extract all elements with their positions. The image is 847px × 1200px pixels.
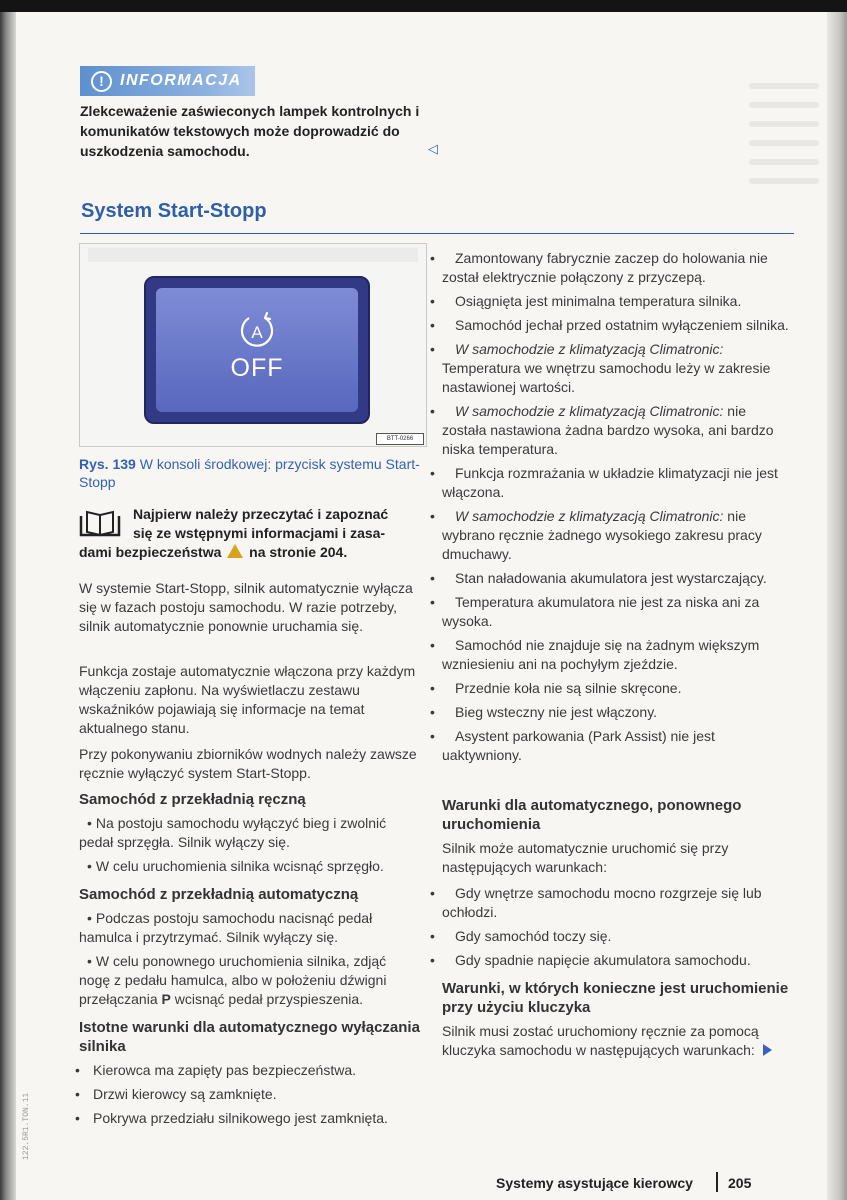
start-stop-button-frame	[144, 276, 370, 424]
info-title: INFORMACJA	[120, 72, 242, 89]
figure-caption	[79, 455, 425, 491]
list-item: • Na postoju samochodu wyłączyć bieg i zwolnić pedał sprzęgła. Silnik wyłączy się.	[79, 814, 419, 852]
restart-intro: Silnik może automatycznie uruchomić się przy następujących warunkach:	[442, 840, 729, 875]
paragraph-water: Przy pokonywaniu zbiorników wodnych należy zawsze ręcznie wyłączyć system Start-Stopp.	[79, 746, 417, 781]
list-item	[79, 952, 419, 1009]
list-item: • W celu uruchomienia silnika wcisnąć sprzęgło.	[79, 857, 419, 876]
info-banner	[80, 66, 255, 96]
start-stop-button	[156, 288, 358, 412]
list-item: • Przednie koła nie są silnie skręcone.	[442, 679, 790, 698]
heading-key-start: Warunki, w których konieczne jest uruchomienie przy użyciu kluczyka	[442, 980, 789, 1016]
svg-text:A: A	[251, 323, 263, 342]
info-circle-icon: !	[91, 71, 112, 92]
safety-note-line2: się ze wstępnymi informacjami i zasa-	[133, 525, 386, 541]
list-automatic	[79, 909, 419, 1014]
item-text: wcisnąć pedał przyspieszenia.	[174, 991, 364, 1007]
list-item: • Pokrywa przedziału silnikowego jest zamknięta.	[79, 1109, 419, 1128]
key-start-body: Silnik musi zostać uruchomiony ręcznie za pomocą kluczyka samochodu w następujących warunkach:	[442, 1023, 759, 1058]
list-item: • Osiągnięta jest minimalna temperatura silnika.	[442, 292, 790, 311]
list-item: • Samochód jechał przed ostatnim wyłączeniem silnika.	[442, 316, 790, 335]
list-item: • Gdy wnętrze samochodu mocno rozgrzeje się lub ochłodzi.	[442, 884, 790, 922]
section-title: System Start-Stopp	[81, 200, 267, 222]
button-off-label: OFF	[230, 354, 284, 382]
page-edge-shadow	[827, 12, 847, 1200]
list-item: • W samochodzie z klimatyzacją Climatronic: nie została nastawiona żadna bardzo wysoka, ani bardzo niska temperatura.	[442, 402, 790, 459]
gear-p: P	[161, 991, 171, 1007]
list-conditions-continued	[442, 249, 790, 770]
list-item: • Bieg wsteczny nie jest włączony.	[442, 703, 790, 722]
list-item: • Funkcja rozmrażania w układzie klimatyzacji nie jest włączona.	[442, 464, 790, 502]
safety-note-line3b: na stronie 204.	[249, 544, 348, 560]
list-item: • Kierowca ma zapięty pas bezpieczeństwa.	[79, 1061, 419, 1080]
list-item: • Temperatura akumulatora nie jest za niska ani za wysoka.	[442, 593, 790, 631]
paragraph-intro: W systemie Start-Stopp, silnik automatycznie wyłącza się w fazach postoju samochodu. W razie potrzeby, silnik automatycznie ponownie uruchamia się.	[79, 580, 413, 634]
info-text: Zlekceważenie zaświeconych lampek kontrolnych i komunikatów tekstowych może doprowadzić do uszkodzenia samochodu.	[80, 103, 420, 159]
list-item: • Stan naładowania akumulatora jest wystarczający.	[442, 569, 790, 588]
item-text: W celu ponownego uruchomienia silnika, zdjąć nogę z pedału hamulca, albo w położeniu dźwigni przełączania	[79, 953, 387, 1007]
footer-section: Systemy asystujące kierowcy	[496, 1175, 693, 1191]
section-rule	[80, 233, 794, 234]
safety-note	[79, 505, 429, 562]
list-item: • Zamontowany fabrycznie zaczep do holowania nie został elektrycznie połączony z przyczepą.	[442, 249, 790, 287]
bleed-through	[749, 70, 819, 197]
auto-start-stop-icon	[238, 312, 276, 350]
list-item: • W samochodzie z klimatyzacją Climatronic: Temperatura we wnętrzu samochodu leży w zakresie nastawionej wartości.	[442, 340, 790, 397]
list-item: • W samochodzie z klimatyzacją Climatronic: nie wybrano ręcznie żadnego wysokiego zakresu pracy dmuchawy.	[442, 507, 790, 564]
side-code: 122.5R1.TON.11	[22, 1092, 31, 1160]
list-item: • Gdy spadnie napięcie akumulatora samochodu.	[442, 951, 790, 970]
safety-note-line1: Najpierw należy przeczytać i zapoznać	[133, 506, 389, 522]
list-manual	[79, 814, 419, 881]
paragraph-activation: Funkcja zostaje automatycznie włączona przy każdym włączeniu zapłonu. Na wyświetlaczu zestawu wskaźników pojawiają się informacje na temat aktualnego stanu.	[79, 663, 416, 736]
safety-note-line3a: dami bezpieczeństwa	[79, 544, 222, 560]
triangle-right-icon	[763, 1044, 772, 1056]
scan-top-edge	[0, 0, 847, 12]
caption-text: W konsoli środkowej: przycisk systemu Start-Stopp	[79, 456, 420, 490]
list-item: • Gdy samochód toczy się.	[442, 927, 790, 946]
list-restart	[442, 884, 790, 975]
list-item: • Samochód nie znajduje się na żadnym większym wzniesieniu ani na pochyłym zjeździe.	[442, 636, 790, 674]
figure-start-stop-button	[79, 243, 427, 447]
book-binding-shadow	[0, 12, 16, 1200]
list-item: • Asystent parkowania (Park Assist) nie jest uaktywniony.	[442, 727, 790, 765]
triangle-left-icon: ◁	[428, 141, 438, 156]
list-item: • Podczas postoju samochodu nacisnąć pedał hamulca i przytrzymać. Silnik wyłączy się.	[79, 909, 419, 947]
footer-separator	[716, 1172, 718, 1192]
caption-number: Rys. 139	[79, 456, 136, 472]
figure-bleed	[88, 248, 418, 262]
list-item: • Drzwi kierowcy są zamknięte.	[79, 1085, 419, 1104]
page-number: 205	[728, 1175, 752, 1191]
heading-conditions-off: Istotne warunki dla automatycznego wyłączania silnika	[79, 1019, 420, 1055]
figure-code: BTT-0266	[376, 433, 424, 445]
list-conditions-off	[79, 1061, 419, 1133]
heading-automatic: Samochód z przekładnią automatyczną	[79, 886, 359, 903]
heading-restart: Warunki dla automatycznego, ponownego uruchomienia	[442, 797, 742, 833]
heading-manual: Samochód z przekładnią ręczną	[79, 791, 306, 808]
key-start-text	[442, 1022, 788, 1060]
warning-triangle-icon	[227, 544, 243, 558]
